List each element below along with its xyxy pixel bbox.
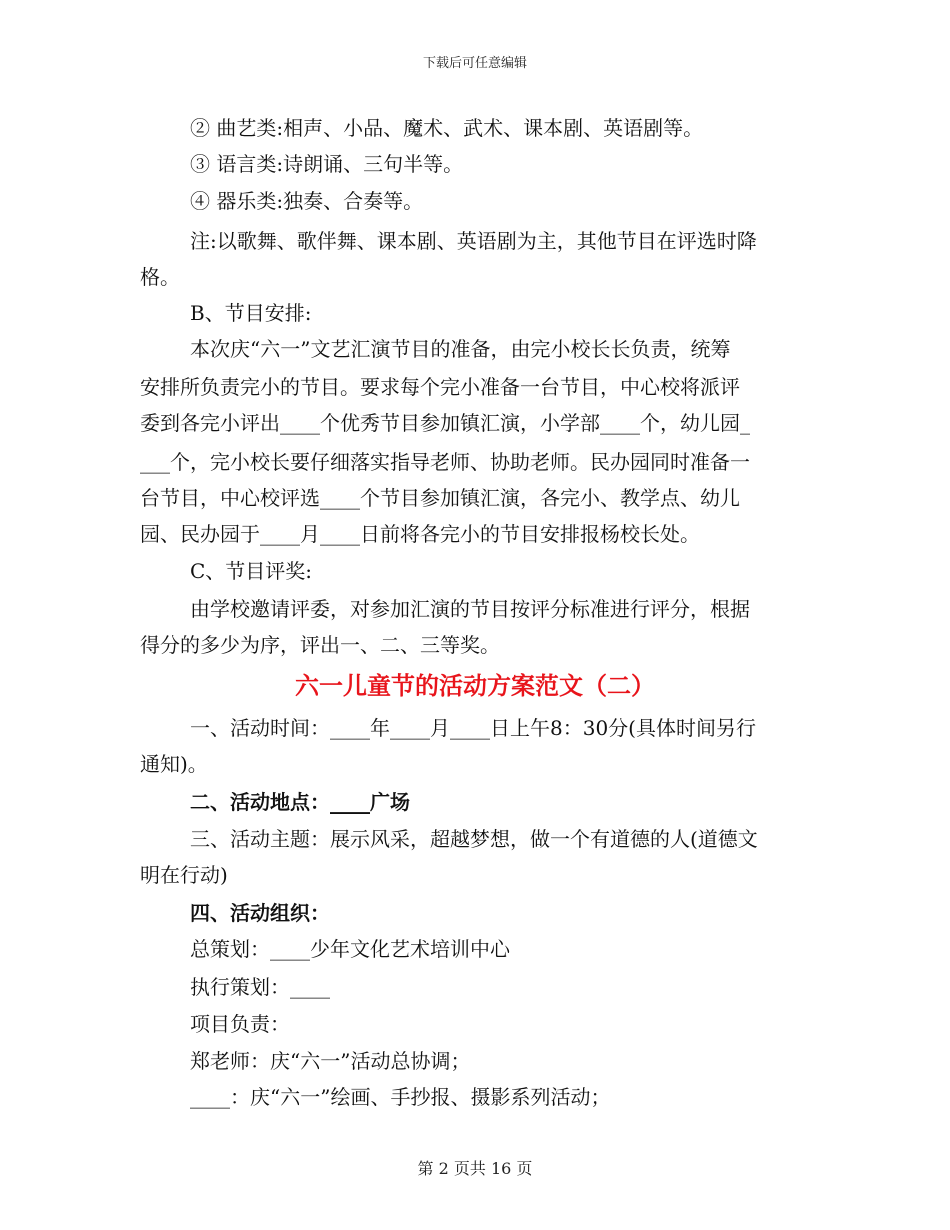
section-b-line-4: ___个，完小校长要仔细落实指导老师、协助老师。民办园同时准备一 [140, 450, 750, 474]
activity-org-heading: 四、活动组织： [190, 901, 330, 925]
project-lead: 项目负责： [190, 1012, 290, 1036]
section-b-line-6: 园、民办园于____月____日前将各完小的节目安排报杨校长处。 [140, 522, 700, 546]
activity-place: 二、活动地点：____广场 [190, 790, 410, 814]
section-b-line-3: 委到各完小评出____个优秀节目参加镇汇演，小学部____个，幼儿园_ [140, 411, 750, 435]
list-item-quyi: ② 曲艺类:相声、小品、魔术、武术、课本剧、英语剧等。 [190, 116, 704, 140]
section-b-line-2: 安排所负责完小的节目。要求每个完小准备一台节目，中心校将派评 [140, 375, 740, 399]
section-b-heading: B、节目安排: [190, 301, 312, 325]
section-c-heading: C、节目评奖: [190, 559, 313, 583]
section-b-line-1: 本次庆“六一”文艺汇演节目的准备，由完小校长长负责，统筹 [190, 337, 731, 361]
section-b-line-5: 台节目，中心校评选____个节目参加镇汇演，各完小、教学点、幼儿 [140, 486, 740, 510]
page-footer: 第 2 页共 16 页 [417, 1159, 533, 1178]
section-title: 六一儿童节的活动方案范文（二） [295, 672, 655, 700]
executive-planner: 执行策划：____ [190, 975, 330, 999]
list-item-qiyue: ④ 器乐类:独奏、合奏等。 [190, 189, 424, 213]
section-c-line-1: 由学校邀请评委，对参加汇演的节目按评分标准进行评分，根据 [190, 597, 750, 621]
activity-time-line-2: 通知)。 [140, 752, 208, 776]
blank-role: ____：庆“六一”绘画、手抄报、摄影系列活动； [190, 1085, 611, 1109]
teacher-zheng: 郑老师：庆“六一”活动总协调； [190, 1049, 471, 1073]
activity-time-line-1: 一、活动时间：____年____月____日上午8：30分(具体时间另行 [190, 716, 756, 740]
list-item-yuyan: ③ 语言类:诗朗诵、三句半等。 [190, 152, 464, 176]
section-c-line-2: 得分的多少为序，评出一、二、三等奖。 [140, 633, 500, 657]
chief-planner: 总策划：____少年文化艺术培训中心 [190, 937, 510, 961]
note-line-2: 格。 [140, 265, 180, 289]
activity-theme-line-1: 三、活动主题：展示风采，超越梦想，做一个有道德的人(道德文 [190, 827, 758, 851]
activity-theme-line-2: 明在行动) [140, 863, 228, 887]
page-header: 下载后可任意编辑 [422, 56, 527, 71]
note-line-1: 注:以歌舞、歌伴舞、课本剧、英语剧为主，其他节目在评选时降 [190, 229, 757, 253]
